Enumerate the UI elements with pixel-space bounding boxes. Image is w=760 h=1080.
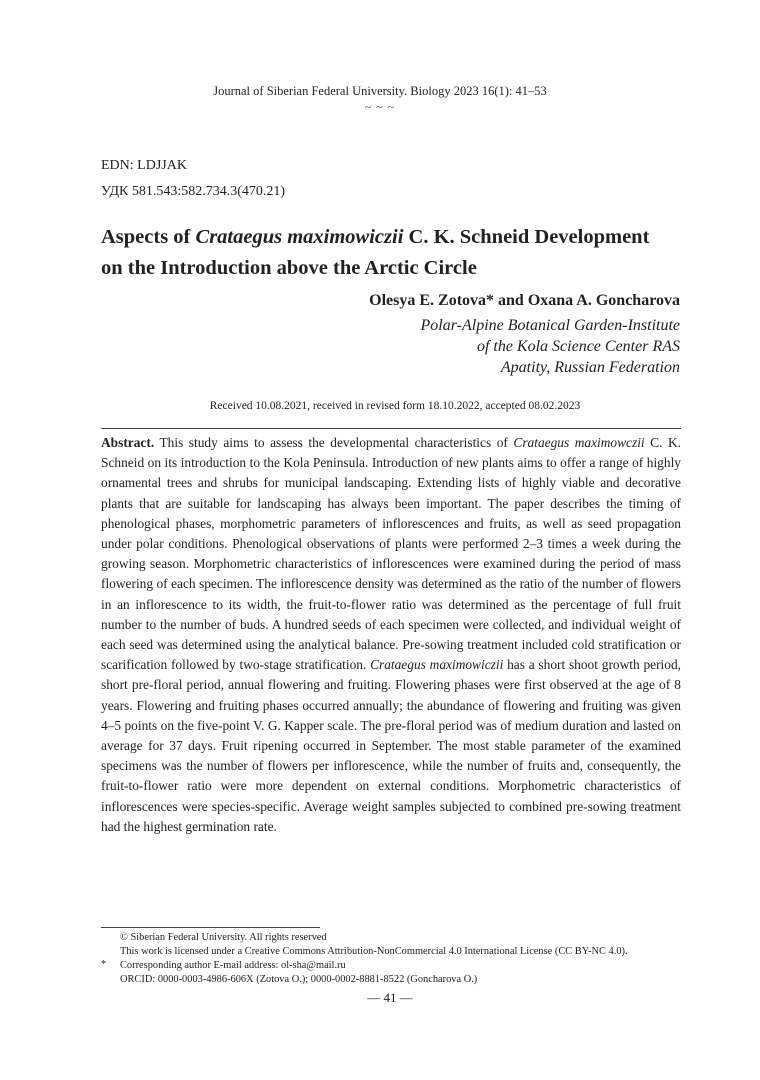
footnote-divider <box>101 927 320 928</box>
received-dates: Received 10.08.2021, received in revised form 18.10.2022, accepted 08.02.2023 <box>209 400 581 412</box>
abstract-text-1: This study aims to assess the developmental characteristics of <box>154 435 514 450</box>
journal-header: Journal of Siberian Federal University. Biology 2023 16(1): 41–53 <box>213 84 547 98</box>
abstract <box>101 433 681 837</box>
abstract-text-3: has a short shoot growth period, short pre-floral period, annual flowering and fruiting. Flowering phases were first observed at the age of 8 years. Flowering and fruiting phases occurred annually; the abundance of flowering and fruiting was given 4–5 points on the five-point V. G. Kapper scale. The pre-floral period was of medium duration and lasted on average for 37 days. Fruit ripening occurred in September. The most stable parameter of the examined specimens was the number of flowers per inflorescence, while the number of fruits and, consequently, the fruit-to-flower ratio were more dependent on external conditions. Morphometric characteristics of inflorescences were species-specific. Average weight samples subjected to combined pre-sowing treatment had the highest germination rate. <box>101 657 682 834</box>
title-line2: on the Introduction above the Arctic Circle <box>101 257 477 279</box>
abstract-species-2: Crataegus maximowiczii <box>370 657 504 673</box>
abstract-species-1: Crataegus maximowczii <box>513 435 645 450</box>
footnote-license: This work is licensed under a Creative Commons Attribution-NonCommercial 4.0 International License (CC BY-NC 4.0). <box>120 946 628 957</box>
title-species: Crataegus maximowiczii <box>195 226 404 248</box>
footnote-star: * <box>101 959 107 970</box>
abstract-text-2: C. K. Schneid on its introduction to the Kola Peninsula. Introduction of new plants aims to offer a range of highly ornamental trees and shrubs for municipal landscaping. Extending lists of highly viable and decorative plants that are suitable for landscaping has always been important. The paper describes the timing of phenological phases, morphometric parameters of inflorescences and fruits, as well as seed propagation under polar conditions. Phenological observations of plants were performed 2–3 times a week during the growing season. Morphometric characteristics of inflorescences were examined during the period of mass flowering of each specimen. The inflorescence density was determined as the ratio of the number of flowers in an inflorescence to its width, the fruit-to-flower ratio was determined as the percentage of full fruit number to the number of buds. A hundred seeds of each specimen were collected, and individual weight of each seed was determined using the analytical balance. Pre-sowing treatment included cold stratification or scarification followed by two-stage stratification. <box>101 435 681 673</box>
affiliation-line3: Apatity, Russian Federation <box>500 359 680 376</box>
footnote-orcid: ORCID: 0000-0003-4986-606X (Zotova O.); 0000-0002-8881-8522 (Goncharova O.) <box>120 974 478 985</box>
footnote-copyright: © Siberian Federal University. All rights reserved <box>120 932 327 943</box>
article-title <box>101 222 681 284</box>
abstract-label: Abstract. <box>101 435 155 450</box>
affiliation-line2: of the Kola Science Center RAS <box>476 338 680 355</box>
affiliation-line1: Polar-Alpine Botanical Garden-Institute <box>420 317 680 334</box>
udk-line: УДК 581.543:582.734.3(470.21) <box>101 184 286 199</box>
footnote-corresponding: Corresponding author E-mail address: ol-sha@mail.ru <box>120 960 346 971</box>
title-part1: Aspects of <box>101 226 196 248</box>
page-number: — 41 — <box>367 990 413 1005</box>
abstract-divider <box>101 428 681 429</box>
edn-line: EDN: LDJJAK <box>101 158 187 173</box>
authors: Olesya E. Zotova* and Oxana A. Goncharova <box>369 292 680 309</box>
title-part2: C. K. Schneid Development <box>403 226 650 248</box>
header-separator: ~ ~ ~ <box>364 100 396 114</box>
